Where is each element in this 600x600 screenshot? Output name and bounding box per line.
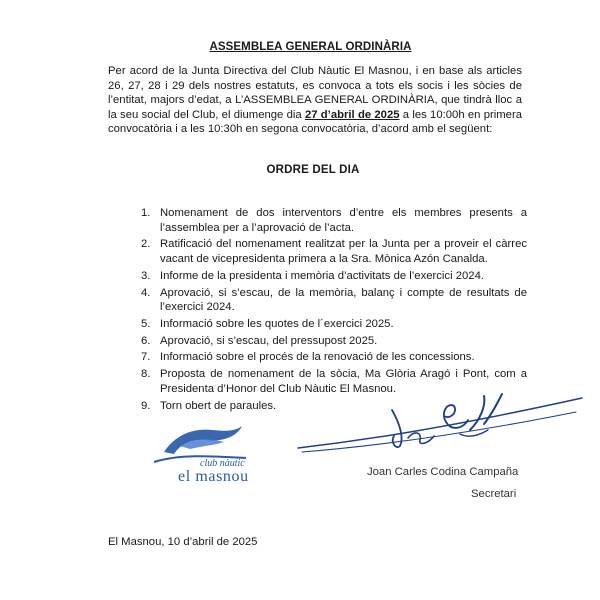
intro-paragraph <box>108 64 522 137</box>
intro-text-start: Per acord de la Junta Directiva del Club Nàutic El Masnou, i en base als articles 26, 27, 28 i 29 dels nostres estatuts, es convoca a tots els socis i les sòcies de l’entitat, majors d’edat, a L’ASSEMBLEA GENERAL ORDINÀRIA, que tindrà lloc a la seu social del Club, el diumenge dia <box>108 65 522 121</box>
agenda-item <box>141 206 527 235</box>
agenda-item-number: 5. <box>141 317 151 330</box>
intro-text-end: a les 10:00h en primera convocatòria i a les 10:30h en segona convocatòria, d’acord amb el següent: <box>108 108 522 136</box>
signer-name: Joan Carles Codina Campaña <box>367 466 519 478</box>
agenda-item-text: Informe de la presidenta i memòria d’activitats de l’exercici 2024. <box>160 269 484 282</box>
agenda-item-number: 2. <box>141 238 151 251</box>
agenda-list <box>141 206 527 415</box>
agenda-item-number: 9. <box>141 399 151 412</box>
place-and-date: El Masnou, 10 d’abril de 2025 <box>108 536 258 548</box>
agenda-item-text: Informació sobre el procés de la renovació de les concessions. <box>160 351 475 364</box>
agenda-item <box>141 286 527 315</box>
agenda-item-text: Torn obert de paraules. <box>160 399 277 412</box>
agenda-item-text: Ratificació del nomenament realitzat per la Junta per a proveir el càrrec vacant de vicepresidenta primera a la Sra. Mònica Azón Canalda. <box>160 238 527 265</box>
agenda-item-text: Aprovació, si s’escau, del pressupost 2025. <box>160 334 378 347</box>
agenda-item <box>141 350 527 365</box>
agenda-item-text: Proposta de nomenament de la sòcia, Ma Glòria Aragó i Pont, com a Presidenta d’Honor del Club Nàutic El Masnou. <box>160 368 527 395</box>
agenda-item-number: 8. <box>141 368 151 381</box>
agenda-item-text: Aprovació, si s’escau, de la memòria, balanç i compte de resultats de l’exercici 2024. <box>160 286 527 314</box>
club-logo <box>150 418 260 492</box>
handwritten-signature <box>296 390 586 470</box>
agenda-item-number: 3. <box>141 269 151 282</box>
agenda-item-number: 7. <box>141 351 151 364</box>
logo-line-1: club nàutic <box>200 458 245 469</box>
agenda-item-text: Nomenament de dos interventors d’entre els membres presents a l’assemblea per a l’aprovació de l’acta. <box>160 207 527 234</box>
signer-role: Secretari <box>471 488 517 500</box>
meeting-date: 27 d’abril de 2025 <box>304 108 400 121</box>
logo-line-2: el masnou <box>178 468 249 485</box>
agenda-item <box>141 317 527 332</box>
document-title: ASSEMBLEA GENERAL ORDINÀRIA <box>209 41 412 53</box>
agenda-item-number: 1. <box>141 207 151 219</box>
agenda-item <box>141 269 527 284</box>
agenda-item <box>141 334 527 349</box>
agenda-title: ORDRE DEL DIA <box>266 164 360 176</box>
agenda-item-text: Informació sobre les quotes de l´exercici 2025. <box>160 317 394 330</box>
agenda-item-number: 4. <box>141 286 151 299</box>
agenda-item-number: 6. <box>141 334 151 347</box>
agenda-item <box>141 237 527 266</box>
